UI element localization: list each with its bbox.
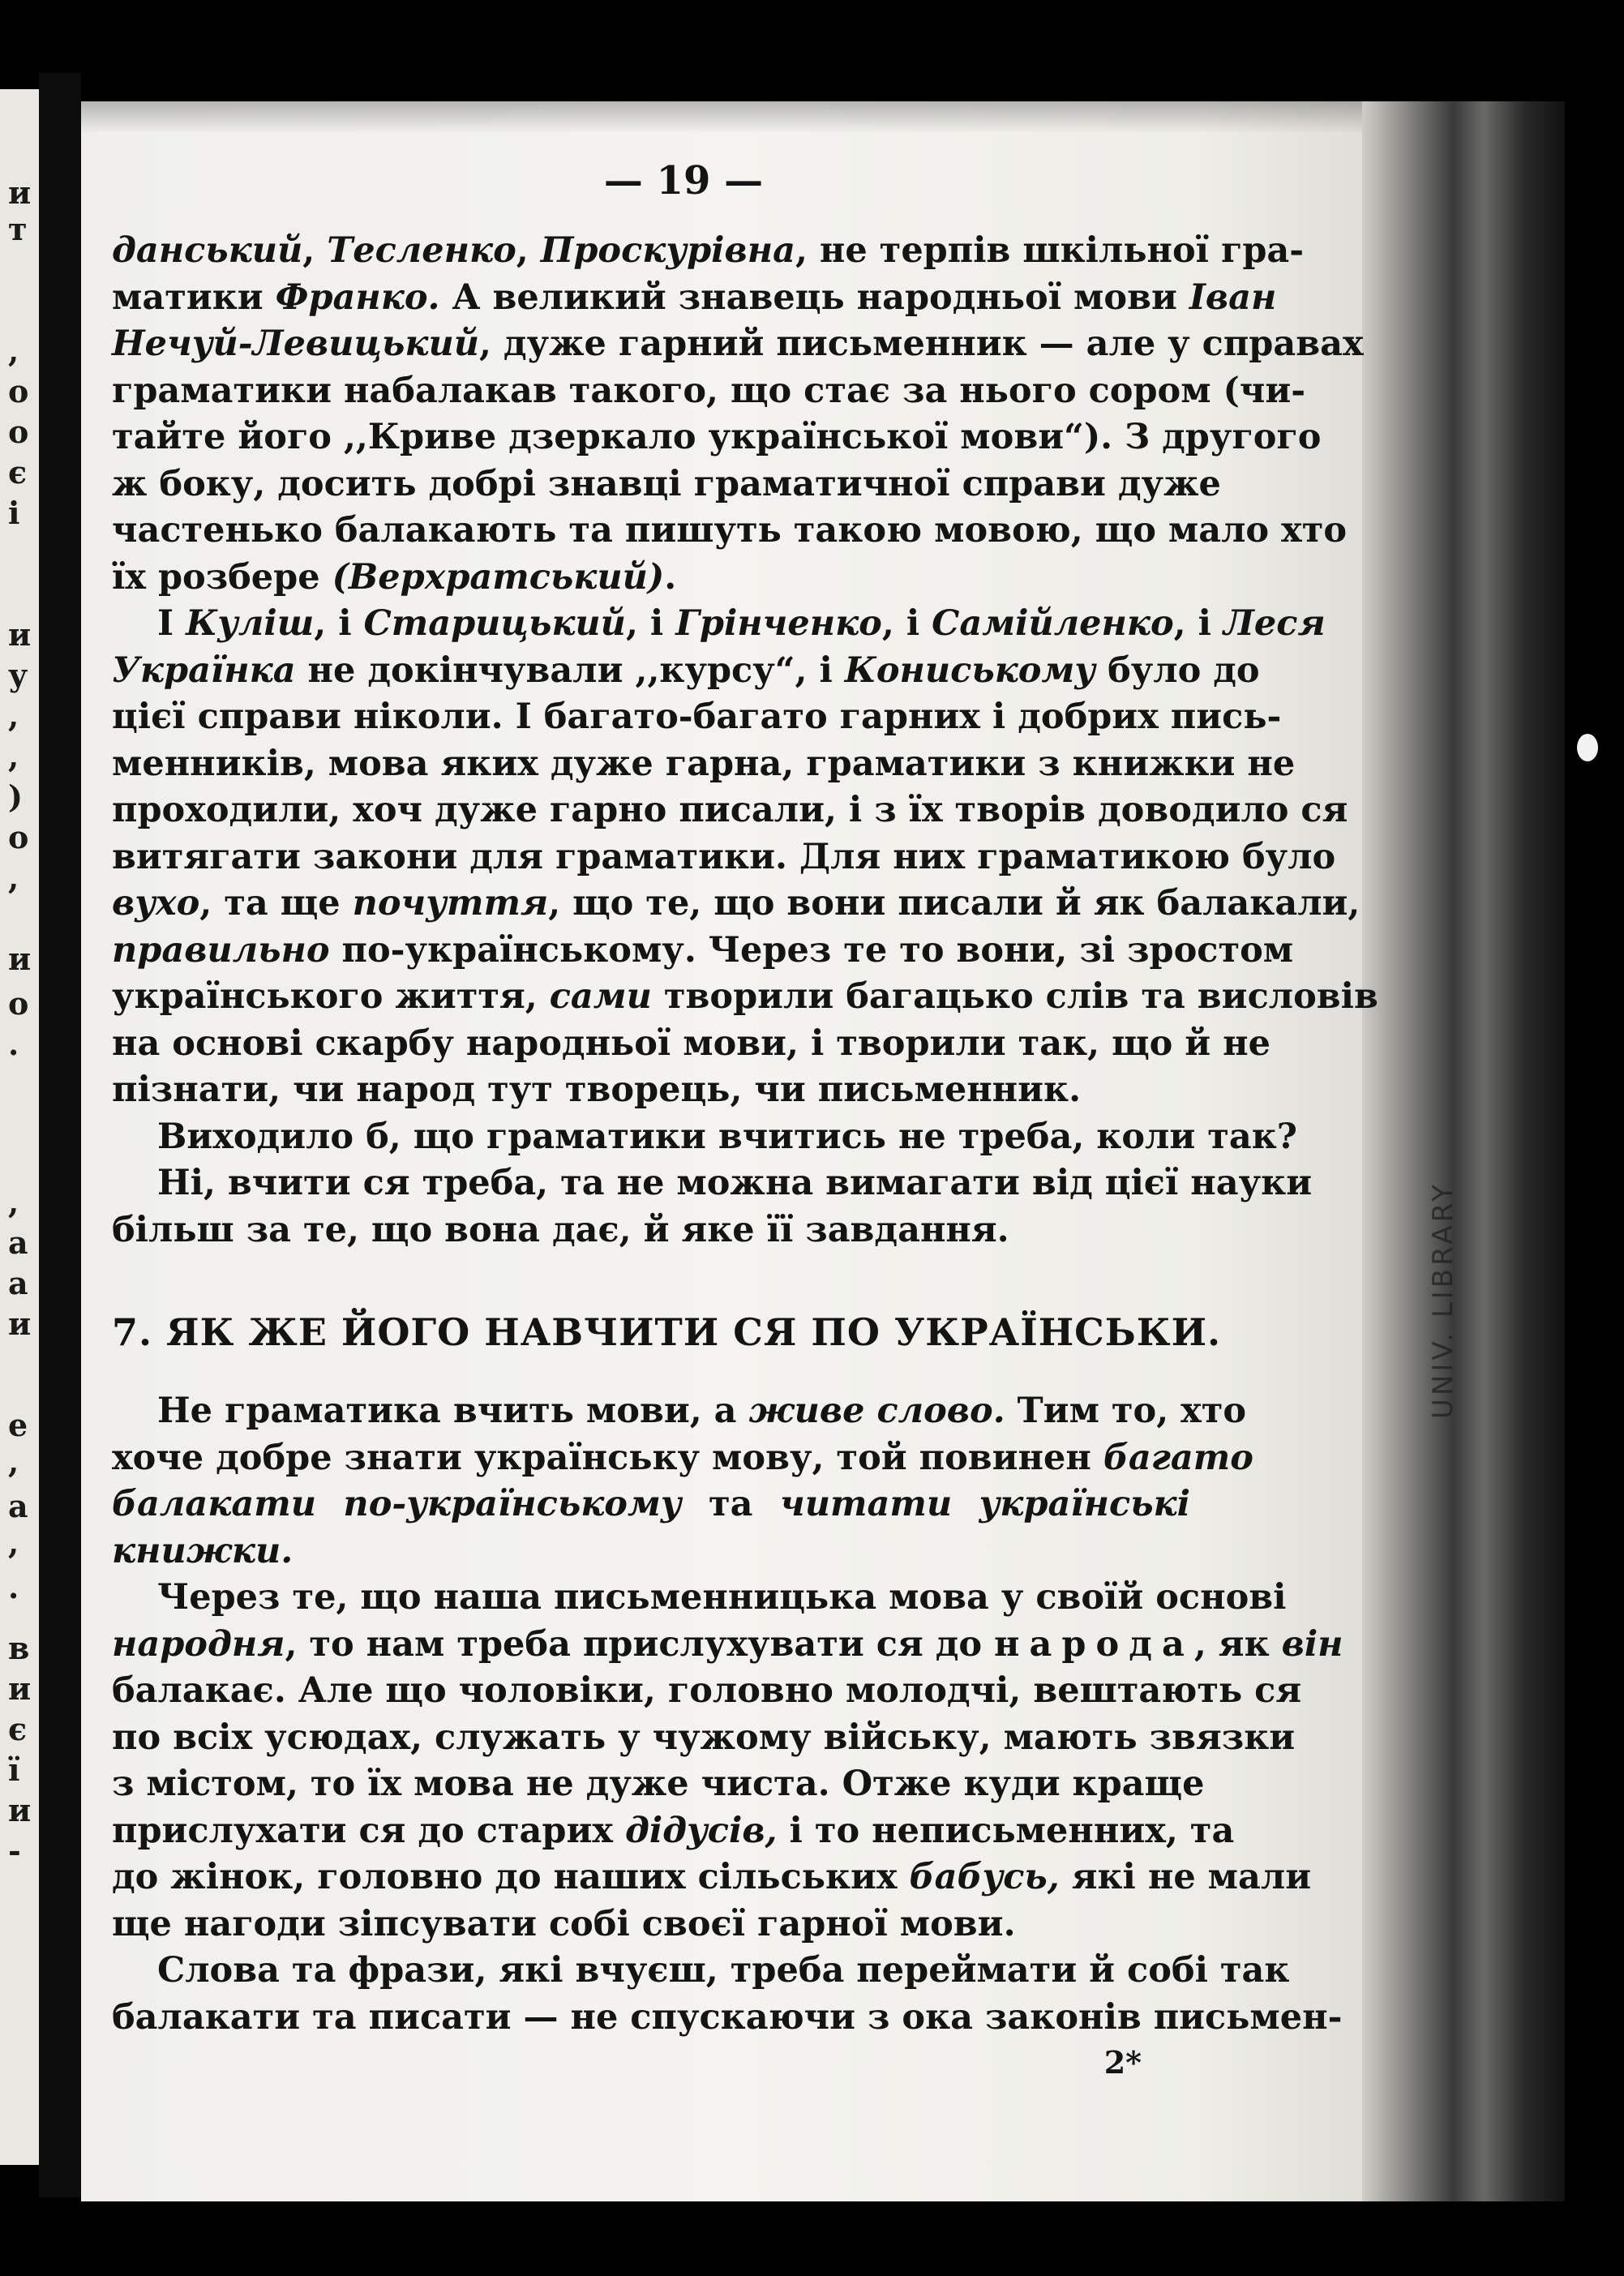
text-line [112,321,1364,368]
text-line [112,1761,1205,1808]
text-run: граматики набалакав такого, що стає за нього сором (чи- [112,370,1306,411]
italic-text: Самійленко [932,603,1174,644]
margin-fragment: - [8,1832,21,1869]
text-line [112,1808,1235,1855]
text-line [112,1715,1296,1762]
text-run: витягати закони для граматики. Для них граматикою було [112,836,1336,877]
text-line [112,1435,1253,1482]
italic-text: багато [1103,1437,1253,1478]
text-run: Виходило б, що граматики вчитись не треба, коли так? [157,1116,1297,1157]
text-run: хоче добре знати українську мову, той повинен [112,1437,1103,1478]
italic-text: почуття [352,883,549,924]
text-run: не докінчували ,,курсу“, і [295,649,845,691]
text-run: , і [314,603,364,644]
margin-fragment: и [8,1670,32,1707]
text-run: по всіх усюдах, служать у чужому війську, мають звязки [112,1717,1296,1758]
text-run: Через те, що наша письменницька мова у своїй основі [157,1577,1287,1618]
text-line [112,414,1322,461]
italic-text: Куліш [186,603,315,644]
margin-fragment: , [8,332,19,369]
text-block-2 [112,1388,1343,2041]
text-run: , [302,230,328,271]
text-line [112,555,1190,602]
text-run: цієї справи ніколи. І багато-багато гарних і добрих пись- [112,697,1282,737]
text-run: , і [625,603,676,644]
text-run: , не терпів шкільної гра- [795,230,1305,271]
text-line [112,974,1378,1021]
margin-fragment: , [8,1443,19,1480]
italic-text: Кониському [844,649,1096,691]
text-line [112,1021,1270,1068]
text-run: Не граматика вчить мови, а [157,1391,749,1431]
text-run: ж боку, досить добрі знавці граматичної справи дуже [112,463,1221,504]
italic-text: бабусь, [909,1857,1060,1897]
margin-fragment: ) [8,778,23,815]
margin-fragment: а [8,1488,28,1524]
text-line [112,881,1360,928]
text-run: , як [1193,1623,1282,1665]
text-line [112,1114,1297,1161]
scan-speck [1577,734,1598,761]
text-run: творили багацько слів та висловів [651,976,1378,1017]
text-line [112,228,1305,275]
italic-text: книжки. [112,1530,294,1571]
text-line [112,1622,1343,1669]
italic-text: Тесленко [327,230,516,271]
text-run: їх розбере [112,556,332,598]
text-run: , і [881,603,932,644]
margin-fragment: т [8,211,28,247]
text-line [112,1854,1312,1901]
text-run: балакати та писати — не спускаючи з ока законів письмен- [112,1996,1343,2038]
text-line [112,1388,1247,1435]
italic-text: сами [549,976,652,1017]
text-run: і то неписьменних, та [777,1810,1235,1851]
text-line [112,648,1260,695]
text-run: ще нагоди зіпсувати собі своєї гарної мови. [112,1903,1016,1944]
italic-text: Нечуй-Левицький [112,324,479,364]
text-run: , [516,230,541,271]
margin-fragment: а [8,1265,28,1301]
italic-text: Проскурівна [540,230,795,271]
margin-fragment: в [8,1630,30,1666]
text-run: до жінок, головно до наших сільських [112,1857,910,1897]
text-run: Тим то, хто [1005,1391,1247,1431]
binding-stamp: UNIV. LIBRARY [1427,1181,1459,1419]
margin-fragment: є [8,454,28,491]
text-line [112,1481,1190,1528]
text-line [112,928,1294,975]
text-line [112,601,1326,648]
italic-text: народня [112,1623,285,1665]
text-run: було до [1095,649,1260,691]
italic-text: Франко. [275,276,440,318]
text-run: , дуже гарний письменник — але у справах [478,324,1364,364]
text-run: Ні, вчити ся треба, та не можна вимагати від цієї науки [157,1163,1313,1203]
italic-text: Леся [1223,603,1326,644]
margin-fragment: а [8,1224,28,1261]
text-run: менників, мова яких дуже гарна, граматики з книжки не [112,743,1296,784]
margin-fragment: о [8,985,29,1022]
page-number: — 19 — [603,158,764,204]
margin-fragment: , [8,738,19,774]
italic-text: вухо [112,883,200,924]
signature-mark: 2* [1103,2044,1142,2081]
margin-fragment: . [8,1026,19,1062]
text-line [112,461,1221,508]
text-run: та [681,1484,780,1524]
text-run: які не мали [1059,1857,1312,1897]
text-run: частенько балакають та пишуть такою мовою, що мало хто [112,510,1348,551]
text-run: українського життя, [112,976,550,1017]
italic-text: він [1281,1623,1343,1665]
margin-fragment: . [8,1569,19,1605]
text-run: . [664,556,677,598]
text-run: проходили, хоч дуже гарно писали, і з їх творів доводило ся [112,790,1348,830]
margin-fragment: , [8,1184,19,1220]
italic-text: Іван [1189,276,1277,318]
section-heading: 7. ЯК ЖЕ ЙОГО НАВЧИТИ СЯ ПО УКРАЇНСЬКИ. [112,1310,1222,1354]
text-run: народа [994,1623,1194,1665]
italic-text: правильно [112,929,330,971]
text-run: пізнати, чи народ тут творець, чи письменник. [112,1069,1082,1110]
text-line [112,834,1336,881]
text-line [112,1901,1190,1948]
margin-fragment: и [8,941,32,977]
text-run: , та ще [199,883,353,924]
text-line [112,694,1282,741]
page-content [112,158,1378,2081]
text-line [112,1995,1343,2042]
text-run: , і [1173,603,1223,644]
margin-fragment: , [8,697,19,734]
text-line [112,1160,1313,1207]
adjacent-page-edge [0,89,39,2165]
margin-fragment: и [8,174,32,211]
text-run: тайте його ,,Криве дзеркало української мови“). З другого [112,417,1322,457]
text-run: з містом, то їх мова не дуже чиста. Отже куди краще [112,1764,1205,1804]
text-line [112,368,1306,415]
text-line [112,1668,1302,1715]
left-gutter [39,73,81,2197]
margin-fragment: и [8,616,32,653]
text-run: Слова та фрази, які вчуєш, треба переймати й собі так [157,1950,1290,1991]
text-line [112,1207,1190,1254]
text-run: більш за те, що вона дає, й яке її завдання. [112,1209,1009,1250]
text-line [112,1067,1190,1114]
right-edge [1565,89,1624,2214]
italic-text: (Верхратський) [332,556,665,598]
margin-fragment: у [8,657,28,693]
italic-text: читати українські [780,1484,1190,1524]
italic-text: Старицький [363,603,626,644]
text-run: матики [112,276,276,318]
margin-fragment: є [8,1711,28,1747]
italic-text: данський [112,230,303,271]
margin-fragment: е [8,1407,28,1443]
text-run: , то нам треба прислухувати ся до [285,1623,995,1665]
margin-fragment: о [8,373,29,409]
text-line [112,1528,1190,1575]
margin-fragment: ї [8,1751,20,1788]
text-line [112,508,1348,555]
italic-text: балакати по-українському [112,1484,682,1524]
text-block-1 [112,228,1378,1254]
text-line [112,1575,1287,1622]
page-shadow [81,101,1395,134]
margin-fragment: о [8,414,29,450]
margin-fragment: о [8,819,29,855]
italic-text: Грінченко [675,603,882,644]
text-line [112,741,1296,788]
italic-text: дідусів, [624,1810,778,1851]
italic-text: Українка [112,649,296,691]
margin-fragment: и [8,1792,32,1828]
margin-fragment: и [8,1305,32,1342]
text-run: А великий знавець народньої мови [439,276,1189,318]
text-run: прислухати ся до старих [112,1810,625,1851]
text-line [112,1948,1290,1995]
margin-fragment: і [8,495,20,531]
text-run: на основі скарбу народньої мови, і творили так, що й не [112,1022,1270,1064]
text-run: І [157,603,186,644]
text-line [112,787,1348,834]
margin-fragment: , [8,1524,19,1561]
adjacent-page-fragments [0,89,39,2165]
text-run: по-українському. Через те то вони, зі зростом [329,929,1294,971]
text-run: , що те, що вони писали й як балакали, [548,883,1360,924]
text-run: балакає. Але що чоловіки, головно молодчі, вештають ся [112,1670,1302,1711]
text-line [112,275,1277,322]
italic-text: живе слово. [748,1391,1005,1431]
margin-fragment: , [8,859,19,896]
